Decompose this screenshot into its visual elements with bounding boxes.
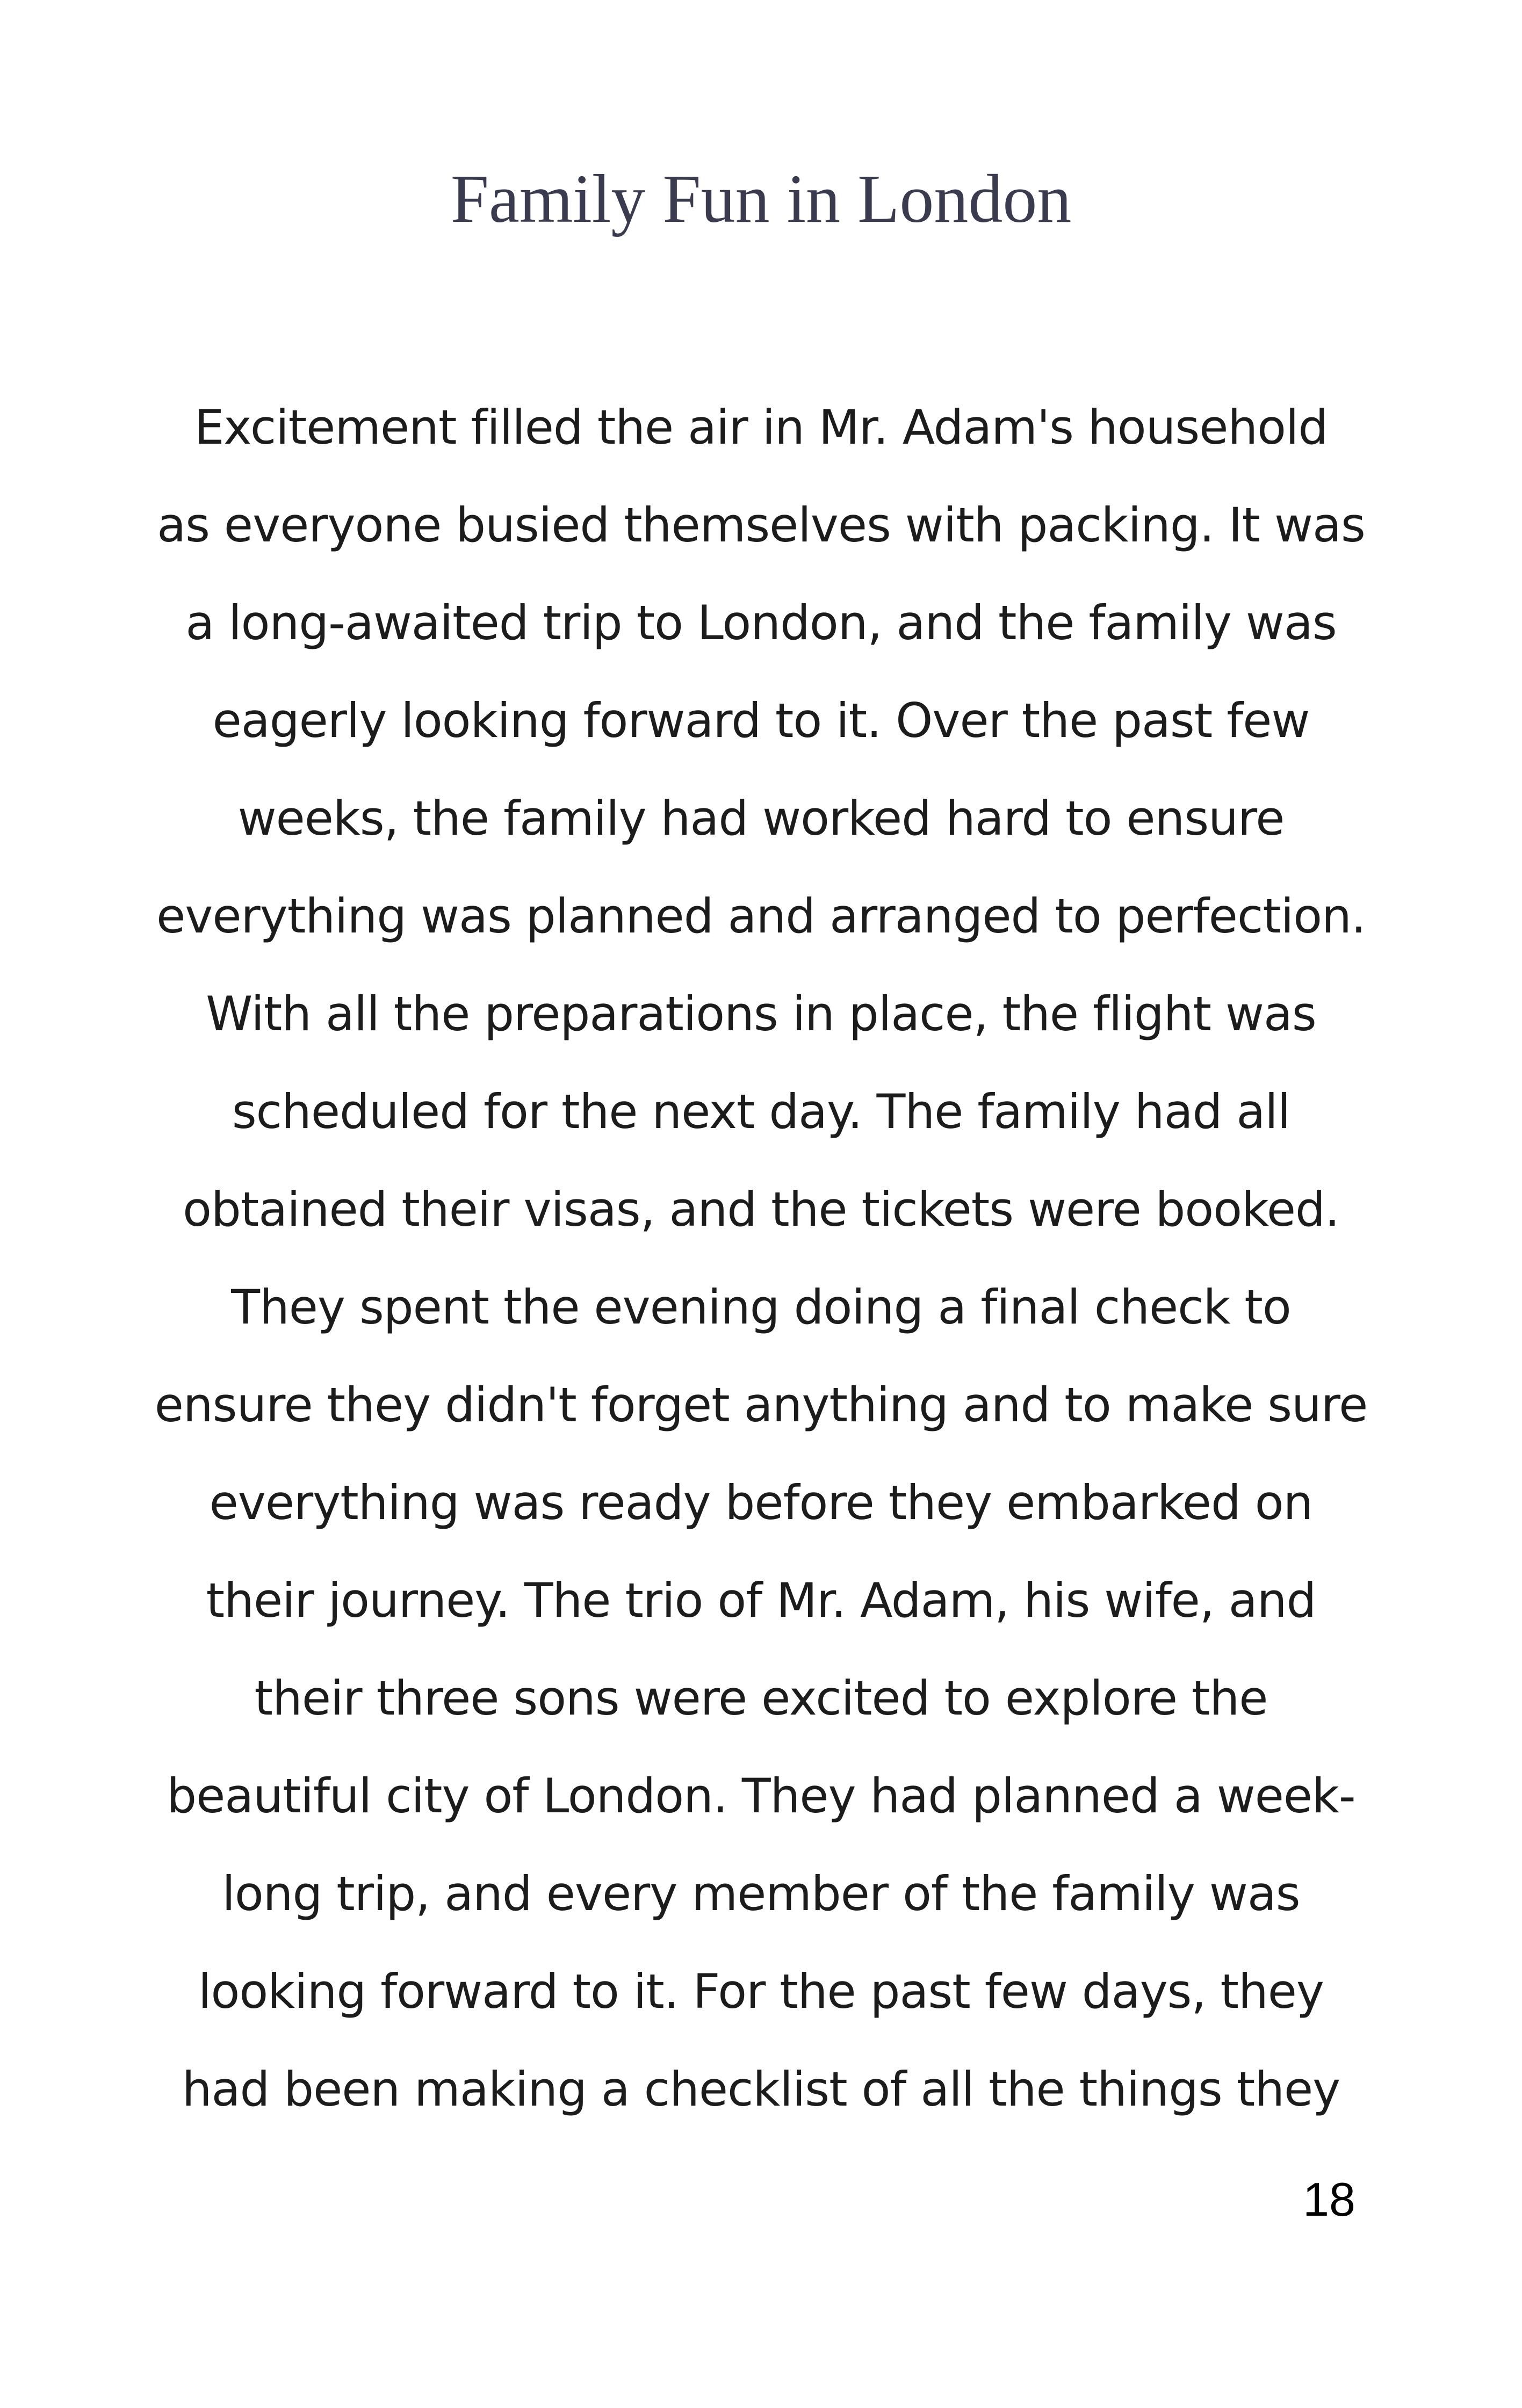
body-line: as everyone busied themselves with packing. It was — [157, 497, 1365, 553]
body-line: With all the preparations in place, the flight was — [206, 986, 1316, 1042]
body-line: long trip, and every member of the family was — [222, 1866, 1300, 1921]
page-number: 18 — [1303, 2173, 1355, 2226]
body-line: their three sons were excited to explore the — [254, 1671, 1268, 1726]
body-paragraph — [129, 379, 1393, 2138]
body-line: looking forward to it. For the past few days, they — [198, 1964, 1324, 2019]
body-line: scheduled for the next day. The family had all — [232, 1084, 1290, 1139]
body-line: eagerly looking forward to it. Over the past few — [212, 693, 1310, 748]
body-line: weeks, the family had worked hard to ensure — [237, 791, 1285, 846]
body-line: beautiful city of London. They had planned a week- — [167, 1768, 1355, 1824]
body-line: ensure they didn't forget anything and to make sure — [154, 1377, 1368, 1433]
chapter-title: Family Fun in London — [450, 161, 1072, 237]
body-line: everything was ready before they embarked on — [209, 1475, 1313, 1530]
body-line: a long-awaited trip to London, and the family was — [185, 595, 1337, 650]
body-line: They spent the evening doing a final check to — [231, 1279, 1291, 1335]
body-line: everything was planned and arranged to perfection. — [156, 888, 1366, 944]
body-line: their journey. The trio of Mr. Adam, his wife, and — [206, 1573, 1316, 1628]
body-line: obtained their visas, and the tickets were booked. — [183, 1182, 1339, 1237]
body-line: Excitement filled the air in Mr. Adam's household — [194, 400, 1328, 455]
body-line: had been making a checklist of all the things they — [182, 2062, 1340, 2117]
